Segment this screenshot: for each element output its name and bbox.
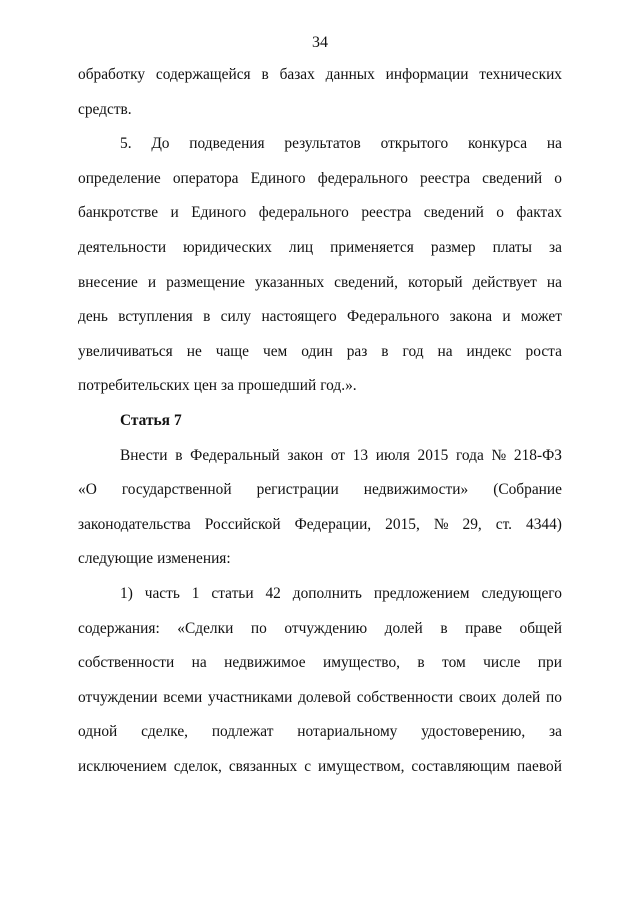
text-line: 1) часть 1 статьи 42 дополнить предложением следующего: [120, 584, 562, 602]
page-number: 34: [312, 34, 328, 51]
text-line: собственности на недвижимое имущество, в том числе при: [78, 654, 562, 672]
document-body: [78, 65, 562, 791]
text-line: содержания: «Сделки по отчуждению долей в праве общей: [78, 619, 562, 637]
text-line: одной сделке, подлежат нотариальному удостоверению, за: [78, 723, 562, 741]
text-line: исключением сделок, связанных с имуществом, составляющим паевой: [78, 757, 562, 775]
text-line: потребительских цен за прошедший год.».: [78, 377, 357, 395]
text-line: увеличиваться не чаще чем один раз в год на индекс роста: [78, 342, 562, 360]
article-heading: Статья 7: [120, 411, 182, 429]
text-line: банкротстве и Единого федерального реестра сведений о фактах: [78, 204, 562, 222]
text-line: день вступления в силу настоящего Федерального закона и может: [78, 308, 562, 326]
text-line: средств.: [78, 100, 132, 118]
text-line: внесение и размещение указанных сведений, который действует на: [78, 273, 562, 291]
text-line: следующие изменения:: [78, 550, 231, 568]
text-line: определение оператора Единого федерального реестра сведений о: [78, 169, 562, 187]
text-line: 5. До подведения результатов открытого конкурса на: [120, 135, 562, 153]
text-line: законодательства Российской Федерации, 2015, № 29, ст. 4344): [78, 515, 562, 533]
text-line: Внести в Федеральный закон от 13 июля 2015 года № 218-ФЗ: [120, 446, 562, 464]
text-line: «О государственной регистрации недвижимости» (Собрание: [78, 481, 562, 499]
text-line: обработку содержащейся в базах данных информации технических: [78, 66, 562, 83]
text-line: отчуждении всеми участниками долевой собственности своих долей по: [78, 688, 562, 706]
text-line: деятельности юридических лиц применяется размер платы за: [78, 238, 562, 256]
